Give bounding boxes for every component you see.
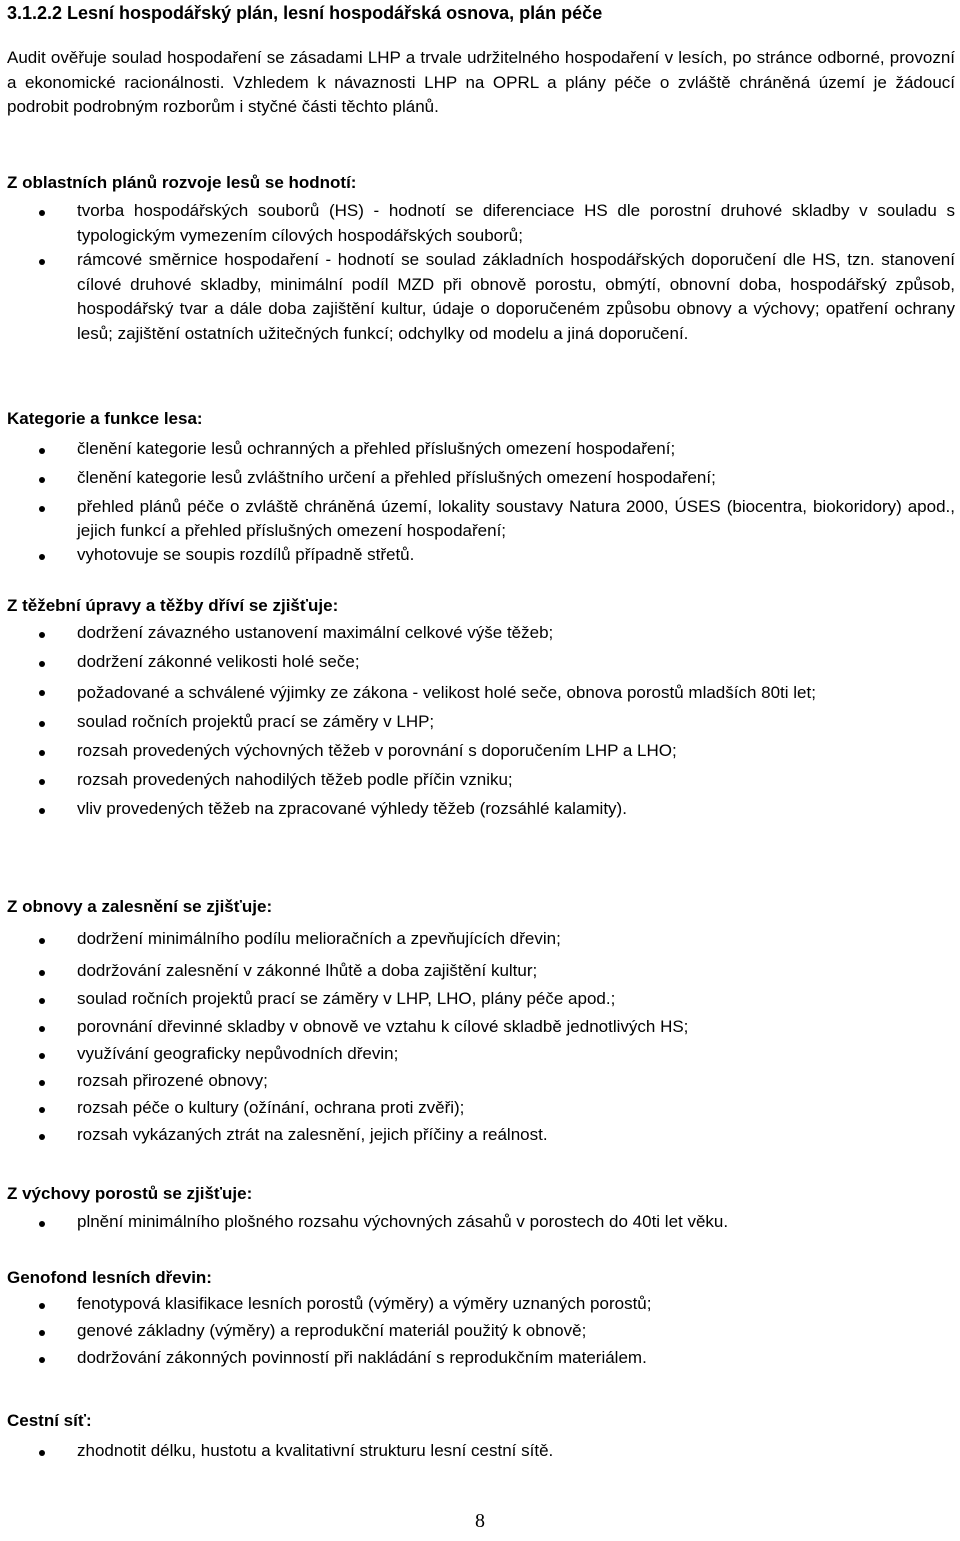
section-heading-cestni-sit: Cestní síť:	[7, 1411, 92, 1430]
list-item: rozsah provedených nahodilých těžeb podle příčin vzniku;	[7, 768, 955, 792]
list-item: členění kategorie lesů ochranných a přehled příslušných omezení hospodaření;	[7, 437, 955, 461]
list-item: rozsah péče o kultury (ožínání, ochrana proti zvěři);	[7, 1096, 955, 1120]
list-item: dodržení zákonné velikosti holé seče;	[7, 650, 955, 674]
section-heading-kategorie: Kategorie a funkce lesa:	[7, 409, 203, 428]
list-item: využívání geograficky nepůvodních dřevin;	[7, 1042, 955, 1066]
list-item: plnění minimálního plošného rozsahu výchovných zásahů v porostech do 40ti let věku.	[7, 1210, 955, 1234]
section-heading-oprl: Z oblastních plánů rozvoje lesů se hodnotí:	[7, 173, 357, 192]
list-item: dodržení závazného ustanovení maximální celkové výše těžeb;	[7, 621, 955, 645]
list-item: genové základny (výměry) a reprodukční materiál použitý k obnově;	[7, 1319, 955, 1343]
list-item: dodržení minimálního podílu melioračních a zpevňujících dřevin;	[7, 927, 955, 951]
list-oprl	[7, 199, 955, 346]
list-item: požadované a schválené výjimky ze zákona - velikost holé seče, obnova porostů mladších 80ti let;	[7, 679, 955, 707]
list-item: rozsah vykázaných ztrát na zalesnění, jejich příčiny a reálnost.	[7, 1123, 955, 1147]
list-item: rozsah provedených výchovných těžeb v porovnání s doporučením LHP a LHO;	[7, 739, 955, 763]
list-cestni-sit	[7, 1439, 955, 1463]
list-item: fenotypová klasifikace lesních porostů (výměry) a výměry uznaných porostů;	[7, 1292, 955, 1316]
list-item: dodržování zalesnění v zákonné lhůtě a doba zajištění kultur;	[7, 959, 955, 983]
list-kategorie	[7, 437, 955, 567]
list-item: dodržování zákonných povinností při nakládání s reprodukčním materiálem.	[7, 1346, 955, 1370]
list-item: tvorba hospodářských souborů (HS) - hodnotí se diferenciace HS dle porostní druhové skladby v souladu s typologickým vymezením cílových hospodářských souborů;	[7, 199, 955, 248]
section-heading-obnova: Z obnovy a zalesnění se zjišťuje:	[7, 897, 273, 916]
list-tezba	[7, 621, 955, 821]
section-heading-genofond: Genofond lesních dřevin:	[7, 1268, 212, 1287]
section-heading-vychova: Z výchovy porostů se zjišťuje:	[7, 1184, 253, 1203]
list-item: rozsah přirozené obnovy;	[7, 1069, 955, 1093]
list-item: soulad ročních projektů prací se záměry v LHP;	[7, 710, 955, 734]
list-item: soulad ročních projektů prací se záměry v LHP, LHO, plány péče apod.;	[7, 987, 955, 1011]
list-item: porovnání dřevinné skladby v obnově ve vztahu k cílové skladbě jednotlivých HS;	[7, 1015, 955, 1039]
list-vychova	[7, 1210, 955, 1234]
list-item: vliv provedených těžeb na zpracované výhledy těžeb (rozsáhlé kalamity).	[7, 797, 955, 821]
list-obnova	[7, 927, 955, 1147]
list-item: přehled plánů péče o zvláště chráněná území, lokality soustavy Natura 2000, ÚSES (biocentra, biokoridory) apod., jejich funkcí a přehled příslušných omezení hospodaření;	[7, 495, 955, 543]
list-item: rámcové směrnice hospodaření - hodnotí se soulad základních hospodářských doporučení dle HS, tzn. stanovení cílové druhové skladby, minimální podíl MZD při obnově porostu, obmýtí, obnovní doba, hospodářský způsob, hospodářský tvar a dále doba zajištění kultur, údaje o doporučeném způsobu obnovy a výchovy; opatření ochrany lesů; zajištění ostatních užitečných funkcí; odchylky od modelu a jiná doporučení.	[7, 248, 955, 346]
list-item: zhodnotit délku, hustotu a kvalitativní strukturu lesní cestní sítě.	[7, 1439, 955, 1463]
list-item: vyhotovuje se soupis rozdílů případně střetů.	[7, 543, 955, 567]
section-heading-tezba: Z těžební úpravy a těžby dříví se zjišťuje:	[7, 596, 339, 615]
page-number: 8	[475, 1510, 485, 1532]
list-item: členění kategorie lesů zvláštního určení a přehled příslušných omezení hospodaření;	[7, 466, 955, 490]
page-title: 3.1.2.2 Lesní hospodářský plán, lesní hospodářská osnova, plán péče	[7, 3, 603, 23]
list-genofond	[7, 1292, 955, 1370]
intro-paragraph: Audit ověřuje soulad hospodaření se zásadami LHP a trvale udržitelného hospodaření v lesích, po stránce odborné, provozní a ekonomické racionálnosti. Vzhledem k návaznosti LHP na OPRL a plány péče o zvláště chráněná území je žádoucí podrobit podrobným rozborům i styčné části těchto plánů.	[7, 48, 955, 116]
